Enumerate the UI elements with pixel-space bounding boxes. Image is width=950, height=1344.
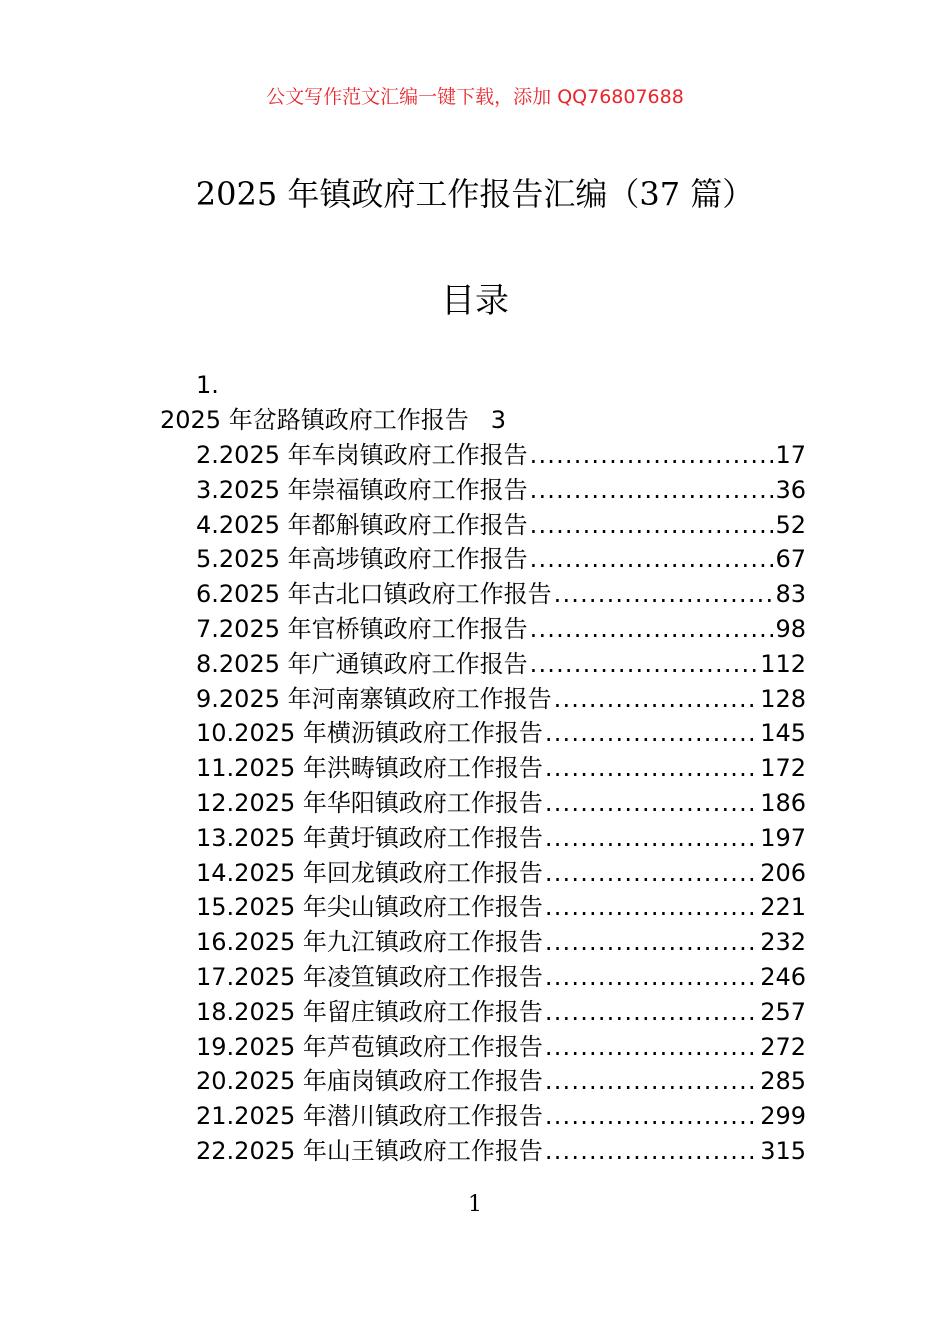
toc-item[interactable]	[196, 925, 806, 960]
toc-dot-leader	[545, 1064, 758, 1099]
toc-item-label: 5.2025 年高埗镇政府工作报告	[196, 545, 528, 574]
toc-item-page: 172	[760, 754, 806, 783]
toc-item-label: 18.2025 年留庄镇政府工作报告	[196, 997, 543, 1026]
toc-item-page: 186	[760, 788, 806, 817]
toc-item-page: 197	[760, 823, 806, 852]
toc-item-label: 9.2025 年河南寨镇政府工作报告	[196, 684, 552, 713]
toc-item-page: 98	[775, 614, 806, 643]
toc-item[interactable]	[196, 647, 806, 682]
toc-item-label: 13.2025 年黄圩镇政府工作报告	[196, 823, 543, 852]
toc-item[interactable]	[196, 542, 806, 577]
toc-item[interactable]	[196, 751, 806, 786]
toc-item-label: 10.2025 年横沥镇政府工作报告	[196, 719, 543, 748]
toc-dot-leader	[545, 1134, 758, 1169]
toc-dot-leader	[545, 821, 758, 856]
toc-dot-leader	[545, 1030, 758, 1065]
toc-item-label: 22.2025 年山王镇政府工作报告	[196, 1136, 543, 1165]
table-of-contents	[196, 438, 806, 1169]
toc-dot-leader	[530, 647, 759, 682]
toc-dot-leader	[545, 1099, 758, 1134]
toc-item-page: 36	[775, 475, 806, 504]
toc-item-page: 285	[760, 1067, 806, 1096]
toc-item-1-number: 1.	[196, 371, 219, 399]
toc-dot-leader	[545, 751, 758, 786]
toc-item-label: 20.2025 年庙岗镇政府工作报告	[196, 1067, 543, 1096]
toc-dot-leader	[530, 438, 774, 473]
toc-item-page: 52	[775, 510, 806, 539]
download-banner: 公文写作范文汇编一键下载，添加 QQ76807688	[266, 86, 684, 108]
toc-dot-leader	[530, 542, 774, 577]
toc-item-label: 3.2025 年崇福镇政府工作报告	[196, 475, 528, 504]
toc-dot-leader	[554, 577, 774, 612]
toc-item-label: 7.2025 年官桥镇政府工作报告	[196, 614, 528, 643]
toc-heading: 目录	[441, 281, 509, 321]
toc-item[interactable]	[196, 1134, 806, 1169]
toc-item[interactable]	[196, 1030, 806, 1065]
toc-item-page: 112	[760, 649, 806, 678]
toc-dot-leader	[545, 925, 758, 960]
toc-item[interactable]	[196, 786, 806, 821]
toc-item-1[interactable]	[160, 404, 506, 436]
toc-item-page: 232	[760, 928, 806, 957]
toc-item-page: 257	[760, 997, 806, 1026]
toc-dot-leader	[545, 995, 758, 1030]
toc-item-page: 299	[760, 1102, 806, 1131]
toc-item[interactable]	[196, 438, 806, 473]
toc-item-label: 19.2025 年芦苞镇政府工作报告	[196, 1032, 543, 1061]
toc-item[interactable]	[196, 682, 806, 717]
toc-dot-leader	[545, 786, 758, 821]
toc-item-label: 2.2025 年车岗镇政府工作报告	[196, 441, 528, 469]
toc-item[interactable]	[196, 716, 806, 751]
toc-item[interactable]	[196, 473, 806, 508]
toc-item[interactable]	[196, 821, 806, 856]
toc-item-label: 21.2025 年潜川镇政府工作报告	[196, 1102, 543, 1131]
toc-item-label: 12.2025 年华阳镇政府工作报告	[196, 788, 543, 817]
toc-item-page: 145	[760, 719, 806, 748]
toc-item[interactable]	[196, 1064, 806, 1099]
page-number: 1	[468, 1192, 482, 1217]
toc-item-label: 17.2025 年凌笪镇政府工作报告	[196, 962, 543, 991]
toc-item-label: 8.2025 年广通镇政府工作报告	[196, 649, 528, 678]
toc-dot-leader	[554, 682, 759, 717]
toc-item-label: 2025 年岔路镇政府工作报告	[160, 406, 469, 434]
toc-item[interactable]	[196, 612, 806, 647]
toc-dot-leader	[545, 890, 758, 925]
toc-item[interactable]	[196, 995, 806, 1030]
toc-item-label: 16.2025 年九江镇政府工作报告	[196, 928, 543, 957]
toc-dot-leader	[545, 960, 758, 995]
toc-item-page: 315	[760, 1136, 806, 1165]
toc-dot-leader	[530, 508, 774, 543]
toc-dot-leader	[530, 612, 774, 647]
toc-item-label: 11.2025 年洪畴镇政府工作报告	[196, 754, 543, 783]
toc-dot-leader	[545, 716, 758, 751]
document-title: 2025 年镇政府工作报告汇编（37 篇）	[195, 175, 755, 213]
toc-item[interactable]	[196, 1099, 806, 1134]
toc-item-page: 272	[760, 1032, 806, 1061]
toc-item[interactable]	[196, 577, 806, 612]
toc-item-page: 3	[490, 406, 506, 434]
toc-item-page: 221	[760, 893, 806, 922]
toc-item[interactable]	[196, 960, 806, 995]
toc-item-page: 246	[760, 962, 806, 991]
toc-item[interactable]	[196, 508, 806, 543]
toc-item-page: 83	[775, 580, 806, 609]
toc-item-page: 17	[775, 441, 806, 469]
toc-item-page: 206	[760, 858, 806, 887]
toc-dot-leader	[530, 473, 774, 508]
toc-item-page: 128	[760, 684, 806, 713]
toc-dot-leader	[545, 856, 758, 891]
toc-item-label: 6.2025 年古北口镇政府工作报告	[196, 580, 552, 609]
toc-item-page: 67	[775, 545, 806, 574]
toc-item-label: 15.2025 年尖山镇政府工作报告	[196, 893, 543, 922]
toc-item-label: 14.2025 年回龙镇政府工作报告	[196, 858, 543, 887]
toc-item-label: 4.2025 年都斛镇政府工作报告	[196, 510, 528, 539]
toc-item[interactable]	[196, 856, 806, 891]
toc-item[interactable]	[196, 890, 806, 925]
